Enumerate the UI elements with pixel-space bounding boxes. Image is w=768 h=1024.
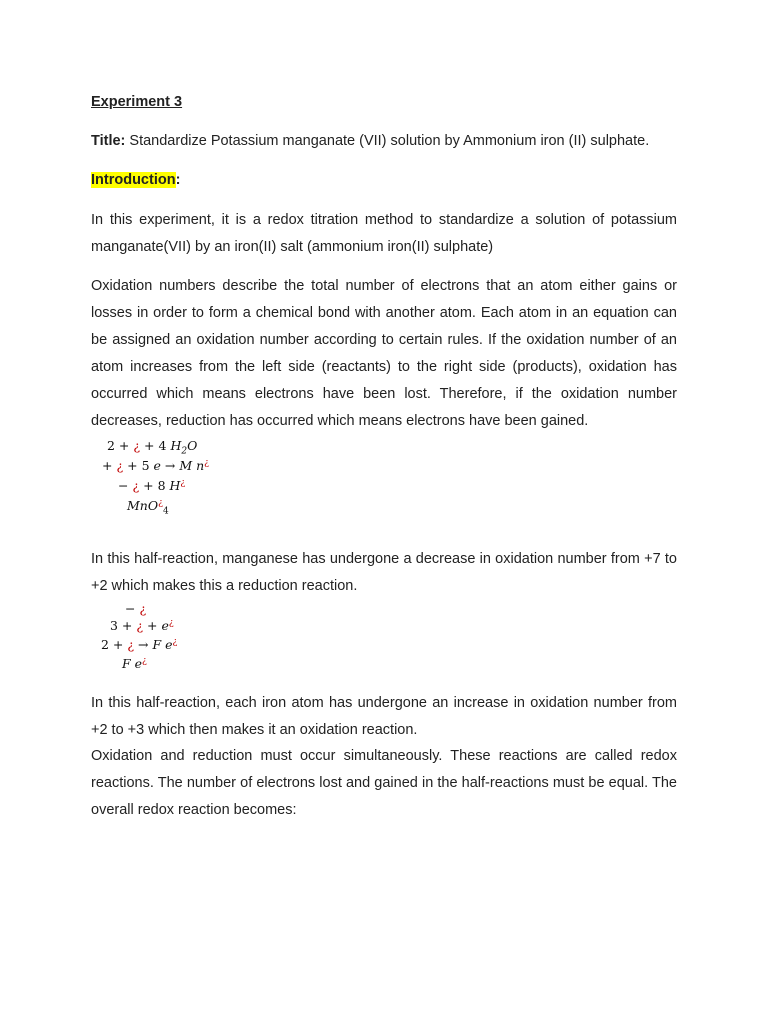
introduction-colon: : bbox=[175, 172, 181, 188]
paragraph-redox: Oxidation and reduction must occur simultaneously. These reactions are called redox reactions. The number of electrons lost and gained in the half-reactions must be equal. The overall redox reaction becomes: bbox=[91, 748, 677, 818]
equation2-line1: − ¿ bbox=[125, 601, 147, 616]
paragraph-manganese: In this half-reaction, manganese has undergone a decrease in oxidation number from +7 to +2 which makes this a reduction reaction. bbox=[91, 551, 677, 594]
title-text: Standardize Potassium manganate (VII) solution by Ammonium iron (II) sulphate. bbox=[125, 133, 650, 149]
equation2-line3: 2 + ¿ → F e¿ bbox=[101, 637, 178, 653]
heading-text: Experiment 3 bbox=[91, 94, 183, 110]
equation1-line4: MnO¿$_4$ bbox=[127, 498, 169, 517]
paragraph-oxidation-numbers: Oxidation numbers describe the total number of electrons that an atom either gains or losses in order to form a chemical bond with another atom. Each atom in an equation can be assigned an oxidation number according to certain rules. If the oxidation number of an atom increases from the left side (reactants) to the right side (products), oxidation has occurred which means electrons have been lost. Therefore, if the oxidation number decreases, reduction has occurred which means electrons have been gained. bbox=[91, 278, 677, 429]
introduction-label: Introduction bbox=[91, 172, 176, 188]
title-label: Title: bbox=[91, 133, 126, 149]
experiment-heading bbox=[91, 89, 182, 116]
equation2-line2: 3 + ¿ + e¿ bbox=[110, 618, 174, 634]
introduction-heading bbox=[91, 167, 180, 194]
equation1-line1: 2 + ¿ + 4 $H_2O$ bbox=[107, 438, 198, 457]
title-line bbox=[91, 128, 691, 155]
paragraph-iron: In this half-reaction, each iron atom has undergone an increase in oxidation number from +2 to +3 which then makes it an oxidation reaction. bbox=[91, 695, 677, 738]
equation1-line2: + ¿ + 5 e → M n¿ bbox=[102, 458, 209, 474]
equation1-line3: − ¿ + 8 H¿ bbox=[118, 478, 186, 494]
equation2-line4: F e¿ bbox=[122, 656, 147, 672]
paragraph-intro: In this experiment, it is a redox titration method to standardize a solution of potassium manganate(VII) by an iron(II) salt (ammonium iron(II) sulphate) bbox=[91, 212, 677, 255]
